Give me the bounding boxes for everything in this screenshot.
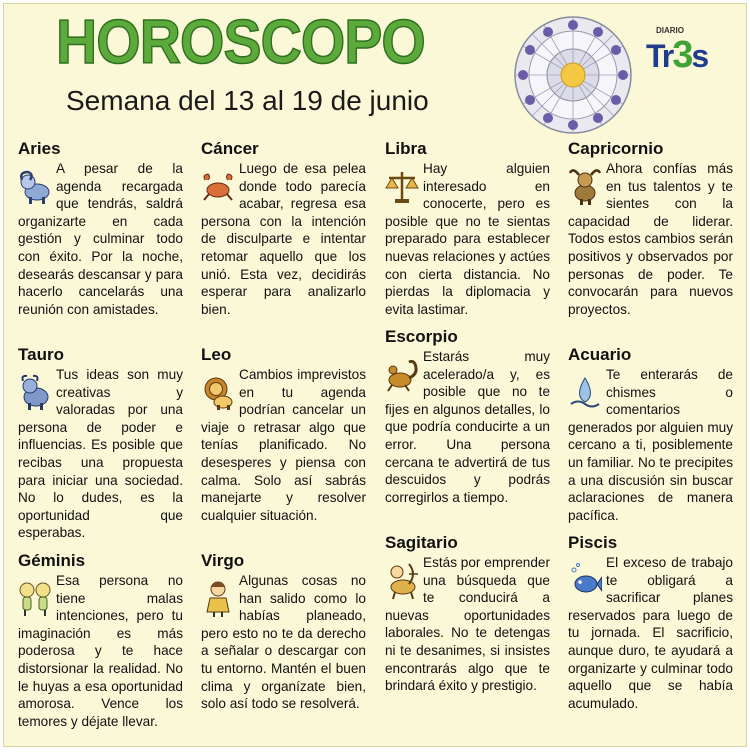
ram-icon [18, 166, 52, 206]
sign-name: Capricornio [568, 139, 664, 158]
sign-geminis [18, 550, 183, 730]
sign-text [18, 160, 183, 318]
sign-text-body: El exceso de trabajo te obligará a sacrificar planes reservados para luego de tu jornada. El sacrificio, aunque duro, te ayudará a organizarte y culminar todo aquello que se había acumulado. [568, 555, 733, 711]
sign-text-body: Ahora confías más en tus talentos y te sientes con la capacidad de liderar. Todos estos cambios serán positivos y observados por personas de poder. Te convocarán para nuevos proyectos. [568, 161, 733, 317]
sign-text [201, 160, 366, 318]
sign-text-body: A pesar de la agenda recargada que tendrás, saldrá organizarte en cada gestión y culminar todo con éxito. Por la noche, desearás descansar y para hacerlo cancelarás una reunión con amistades. [18, 161, 183, 317]
sign-name: Virgo [201, 551, 245, 570]
sign-tauro [18, 344, 183, 542]
sign-libra [385, 138, 550, 318]
logo-brand [646, 34, 707, 77]
sign-aries [18, 138, 183, 318]
fish-icon [568, 560, 602, 600]
sign-text-body: Te enterarás de chismes o comentarios generados por alguien muy cercano a ti, posiblemente un familiar. No te precipites a una discusión sin buscar aclaraciones de manera pacífica. [568, 367, 733, 523]
sign-acuario [568, 344, 733, 524]
sign-text-body: Algunas cosas no han salido como lo habías planeado, pero esto no te da derecho a señalar o descargar con tu entorno. Mantén el buen clima y organízate bien, solo así todo se resolverá. [201, 573, 366, 712]
sign-text [385, 160, 550, 318]
sign-name: Géminis [18, 551, 86, 570]
week-subtitle: Semana del 13 al 19 de junio [66, 85, 429, 116]
sign-text [201, 366, 366, 524]
sign-leo [201, 344, 366, 524]
sign-text-body: Esa persona no tiene malas intenciones, pero tu imaginación es más poderosa y te hace distorsionar la realidad. No le huyas a esa oportunidad amorosa. Vence los temores y déjate llevar. [18, 573, 183, 729]
twins-icon [18, 578, 52, 618]
sign-name: Aries [18, 139, 61, 158]
sign-text-body: Hay alguien interesado en conocerte, pero es posible que no te sientas preparado para establecer nuevas relaciones y actúes con cierta distancia. No pierdas la diplomacia y evita lastimar. [385, 161, 550, 317]
sign-name: Sagitario [385, 533, 458, 552]
sign-piscis [568, 532, 733, 712]
lion-icon [201, 372, 235, 412]
sign-text [568, 554, 733, 712]
sign-name: Escorpio [385, 327, 458, 346]
sign-text-body: Estás por emprender una búsqueda que te conducirá a nuevas oportunidades laborales. No te detengas ni te desanimes, si insistes encontrarás algo que te brindará éxito y prestigio. [385, 555, 550, 694]
logo-brand-left: Tr [646, 38, 673, 74]
sign-text [385, 348, 550, 506]
maiden-icon [201, 578, 235, 618]
scorpion-icon [385, 354, 419, 394]
sign-name: Cáncer [201, 139, 259, 158]
bull-icon [18, 372, 52, 412]
logo-brand-right: s [691, 38, 708, 74]
sign-cancer [201, 138, 366, 318]
horoscope-page [3, 3, 747, 747]
sign-name: Leo [201, 345, 232, 364]
sign-text [201, 572, 366, 713]
logo-brand-three: 3 [672, 34, 692, 76]
sign-escorpio [385, 326, 550, 506]
sign-sagitario [385, 532, 550, 695]
sign-name: Libra [385, 139, 427, 158]
sign-text-body: Cambios imprevistos en tu agenda podrían cancelar un viaje o retrasar algo que tenías planificado. No desesperes y piensa con calma. Solo así sabrás manejarte y resolver cualquier situación. [201, 367, 366, 523]
water-drop-icon [568, 372, 602, 412]
sign-text-body: Tus ideas son muy creativas y valoradas por una persona de poder e influencias. Es posible que recibas una propuesta para iniciar una sociedad. No lo dudes, es la oportunidad que esperabas. [18, 367, 183, 541]
sign-capricornio [568, 138, 733, 318]
sign-name: Tauro [18, 345, 64, 364]
sign-virgo [201, 550, 366, 713]
logo-small-text: DIARIO [656, 26, 684, 35]
sign-name: Piscis [568, 533, 618, 552]
sign-text-body: Luego de esa pelea donde todo parecía acabar, regresa esa persona con la intención de disculparte e intentar retomar aquello que los unió. Esta vez, decidirás esperar para analizarlo bien. [201, 161, 366, 317]
archer-icon [385, 560, 419, 600]
scales-icon [385, 166, 419, 206]
goat-icon [568, 166, 602, 206]
sign-text-body: Estarás muy acelerado/a y, es posible que no te fijes en algunos detalles, lo que podría conducirte a un error. Una persona cercana te advertirá de tus descuidos y podrás corregirlos a tiempo. [385, 349, 550, 505]
sign-text [385, 554, 550, 695]
sign-text [568, 160, 733, 318]
page-title: HOROSCOPO [56, 8, 425, 77]
crab-icon [201, 166, 235, 206]
diario-tres-logo [642, 24, 732, 74]
sign-text [18, 572, 183, 730]
sign-name: Acuario [568, 345, 632, 364]
sign-text [568, 366, 733, 524]
sign-text [18, 366, 183, 542]
zodiac-wheel-icon [512, 14, 634, 136]
